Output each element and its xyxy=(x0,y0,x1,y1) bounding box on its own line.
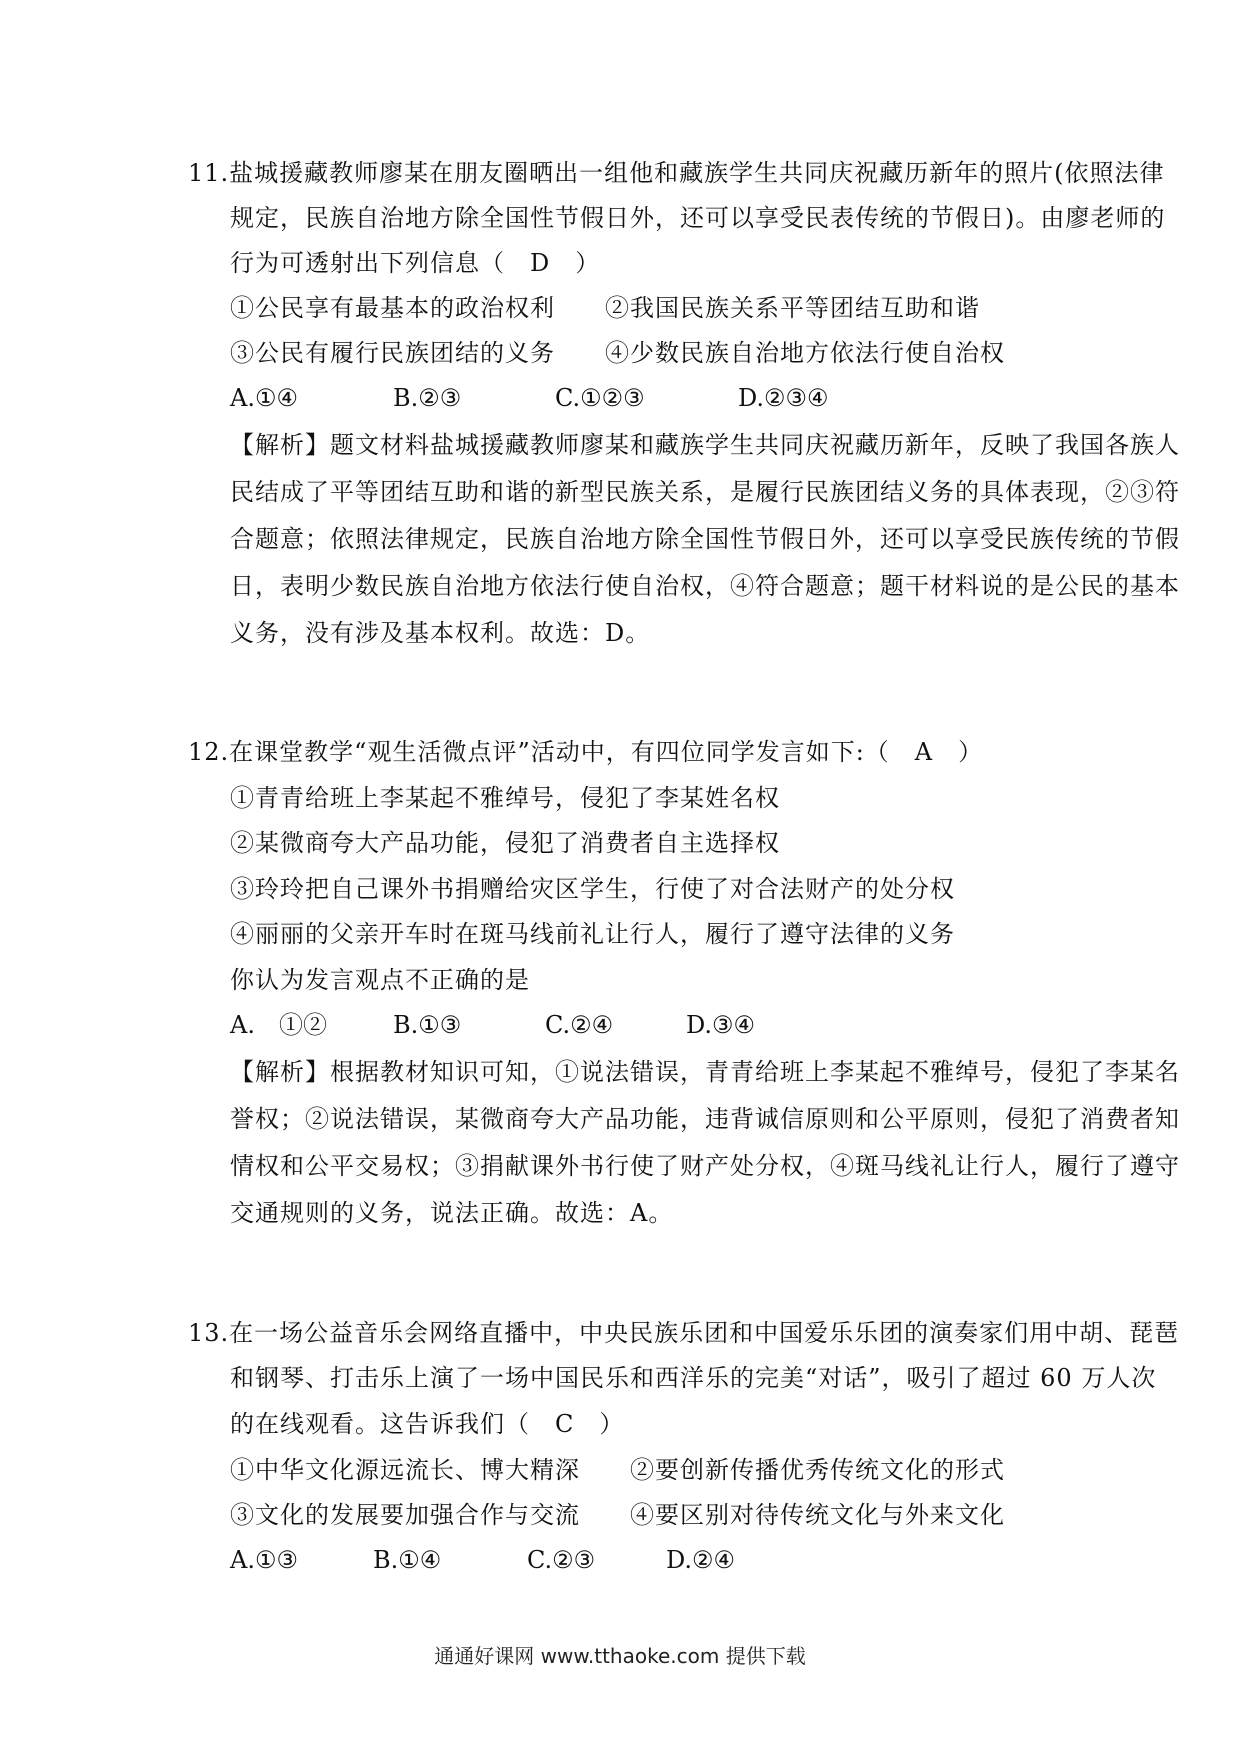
question-11-option-b: B.②③ xyxy=(393,384,462,412)
question-12-analysis-4: 交通规则的义务，说法正确。故选：A。 xyxy=(230,1199,674,1227)
question-11-analysis-2: 民结成了平等团结互助和谐的新型民族关系，是履行民族团结义务的具体表现，②③符 xyxy=(230,478,1180,506)
question-11-stem-line-3: 行为可透射出下列信息（ D ） xyxy=(230,249,601,277)
question-12-stem-line-1: 12.在课堂教学“观生活微点评”活动中，有四位同学发言如下:（ A ） xyxy=(188,738,984,766)
question-13-option-b: B.①④ xyxy=(373,1546,442,1574)
question-13-statement-2: ③文化的发展要加强合作与交流 ④要区别对待传统文化与外来文化 xyxy=(230,1501,1005,1529)
question-number: 12. xyxy=(188,738,230,766)
question-12-statement-2: ②某微商夸大产品功能，侵犯了消费者自主选择权 xyxy=(230,829,780,857)
question-12-prompt: 你认为发言观点不正确的是 xyxy=(230,966,530,994)
page-footer: 通通好课网 www.tthaoke.com 提供下载 xyxy=(434,1644,806,1668)
question-13-option-d: D.②④ xyxy=(666,1546,736,1574)
question-11-option-a: A.①④ xyxy=(230,384,298,412)
question-11-analysis-4: 日，表明少数民族自治地方依法行使自治权，④符合题意；题干材料说的是公民的基本 xyxy=(230,572,1180,600)
question-12-option-a: A. ①② xyxy=(230,1011,327,1039)
question-12-statement-4: ④丽丽的父亲开车时在斑马线前礼让行人，履行了遵守法律的义务 xyxy=(230,920,955,948)
question-11-analysis-1: 【解析】题文材料盐城援藏教师廖某和藏族学生共同庆祝藏历新年，反映了我国各族人 xyxy=(230,431,1180,459)
question-12-statement-1: ①青青给班上李某起不雅绰号，侵犯了李某姓名权 xyxy=(230,784,780,812)
question-11-statement-1: ①公民享有最基本的政治权利 ②我国民族关系平等团结互助和谐 xyxy=(230,294,980,322)
question-number: 11. xyxy=(188,159,230,187)
question-11-option-d: D.②③④ xyxy=(738,384,829,412)
question-12-statement-3: ③玲玲把自己课外书捐赠给灾区学生，行使了对合法财产的处分权 xyxy=(230,875,955,903)
question-11-stem-line-1: 11.盐城援藏教师廖某在朋友圈晒出一组他和藏族学生共同庆祝藏历新年的照片(依照法律 xyxy=(188,159,1165,187)
question-13-stem-line-2: 和钢琴、打击乐上演了一场中国民乐和西洋乐的完美“对话”，吸引了超过 60 万人次 xyxy=(230,1364,1157,1392)
question-11-stem-line-2: 规定，民族自治地方除全国性节假日外，还可以享受民表传统的节假日)。由廖老师的 xyxy=(230,204,1166,232)
question-13-stem-line-1: 13.在一场公益音乐会网络直播中，中央民族乐团和中国爱乐乐团的演奏家们用中胡、琵琶 xyxy=(188,1319,1180,1347)
question-13-stem-line-3: 的在线观看。这告诉我们（ C ） xyxy=(230,1410,625,1438)
question-13-option-c: C.②③ xyxy=(527,1546,596,1574)
question-12-option-c: C.②④ xyxy=(545,1011,614,1039)
question-13-option-a: A.①③ xyxy=(230,1546,298,1574)
question-12-option-d: D.③④ xyxy=(686,1011,756,1039)
question-11-analysis-3: 合题意；依照法律规定，民族自治地方除全国性节假日外，还可以享受民族传统的节假 xyxy=(230,525,1180,553)
question-13-statement-1: ①中华文化源远流长、博大精深 ②要创新传播优秀传统文化的形式 xyxy=(230,1456,1005,1484)
question-11-analysis-5: 义务，没有涉及基本权利。故选：D。 xyxy=(230,619,651,647)
question-12-analysis-2: 誉权；②说法错误，某微商夸大产品功能，违背诚信原则和公平原则，侵犯了消费者知 xyxy=(230,1105,1180,1133)
question-11-statement-2: ③公民有履行民族团结的义务 ④少数民族自治地方依法行使自治权 xyxy=(230,339,1005,367)
question-12-option-b: B.①③ xyxy=(393,1011,462,1039)
question-12-analysis-3: 情权和公平交易权；③捐献课外书行使了财产处分权，④斑马线礼让行人，履行了遵守 xyxy=(230,1152,1180,1180)
question-12-analysis-1: 【解析】根据教材知识可知，①说法错误，青青给班上李某起不雅绰号，侵犯了李某名 xyxy=(230,1058,1180,1086)
question-number: 13. xyxy=(188,1319,230,1347)
question-11-option-c: C.①②③ xyxy=(555,384,645,412)
